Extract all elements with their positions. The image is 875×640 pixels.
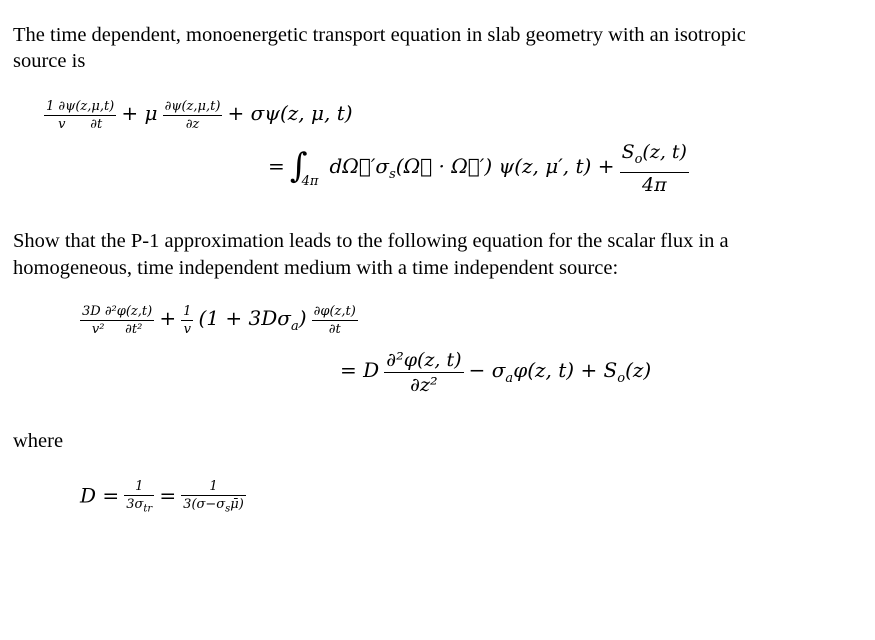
- task-line-1: Show that the P-1 approximation leads to the following equation for the scalar flux in a: [13, 230, 729, 252]
- integrand: $d\Omega⃗'\sigma_s(\Omega⃗$ · Ω⃗′) ψ(z, μ′, t) +: [329, 153, 615, 182]
- time-derivative-term: $\frac{1 \partial\psi(z,\mu,t)}{v \partial t}$: [46, 99, 115, 132]
- first-time-derivative-term: $\frac{\partial\varphi(z,t)}{\partial t}$: [313, 304, 356, 337]
- integral-icon: ∫: [289, 146, 308, 187]
- equals-d: = D: [340, 358, 380, 382]
- equals-sign: =: [268, 153, 285, 178]
- intro-line-1: The time dependent, monoenergetic transport equation in slab geometry with an isotropic: [13, 24, 746, 46]
- absorption-factor: $(1 + 3D\sigma_a)$: [198, 306, 307, 334]
- absorption-and-source-terms: − $\sigma_a\varphi(z$, $t) + S_o(z)$: [468, 358, 652, 386]
- plus-mu: + μ: [121, 101, 158, 125]
- transport-equation-line-2: [268, 140, 689, 197]
- diffusion-coefficient-definition: [80, 478, 246, 518]
- d-fraction-transport: $\frac{1}{3\sigma_{tr}}$: [126, 479, 153, 515]
- integral-domain: 4π: [301, 173, 319, 189]
- p1-equation-line-2: [340, 348, 651, 397]
- transport-equation-line-1: [44, 98, 353, 133]
- space-derivative-term: $\frac{\partial\psi(z,\mu,t)}{\partial z}$: [164, 99, 221, 132]
- second-time-derivative-term: $\frac{\text{3D ∂²φ(z,t)}}{\text{v² ∂t²}}$: [82, 304, 153, 337]
- d-equals: D =: [80, 483, 120, 508]
- where-label: where: [13, 430, 64, 452]
- collision-term: + σψ(z, μ, t): [227, 101, 353, 125]
- task-line-2: homogeneous, time independent medium with a time independent source:: [13, 257, 619, 279]
- diffusion-term: $\frac{\text{∂²φ(z, t)}}{\text{∂z²}}$: [386, 349, 462, 396]
- one-over-v: $\frac{1}{v}$: [183, 304, 192, 337]
- equals-sign-2: =: [159, 483, 177, 508]
- p1-equation-line-1: [80, 303, 358, 338]
- plus-sign: +: [159, 306, 177, 330]
- d-fraction-expanded: $\frac{1}{3(\sigma-\sigma_s\mū)}$: [183, 479, 244, 515]
- intro-line-2: source is: [13, 50, 86, 72]
- source-term: $\frac{S_o(z, t)}{4\pi}$: [621, 141, 687, 196]
